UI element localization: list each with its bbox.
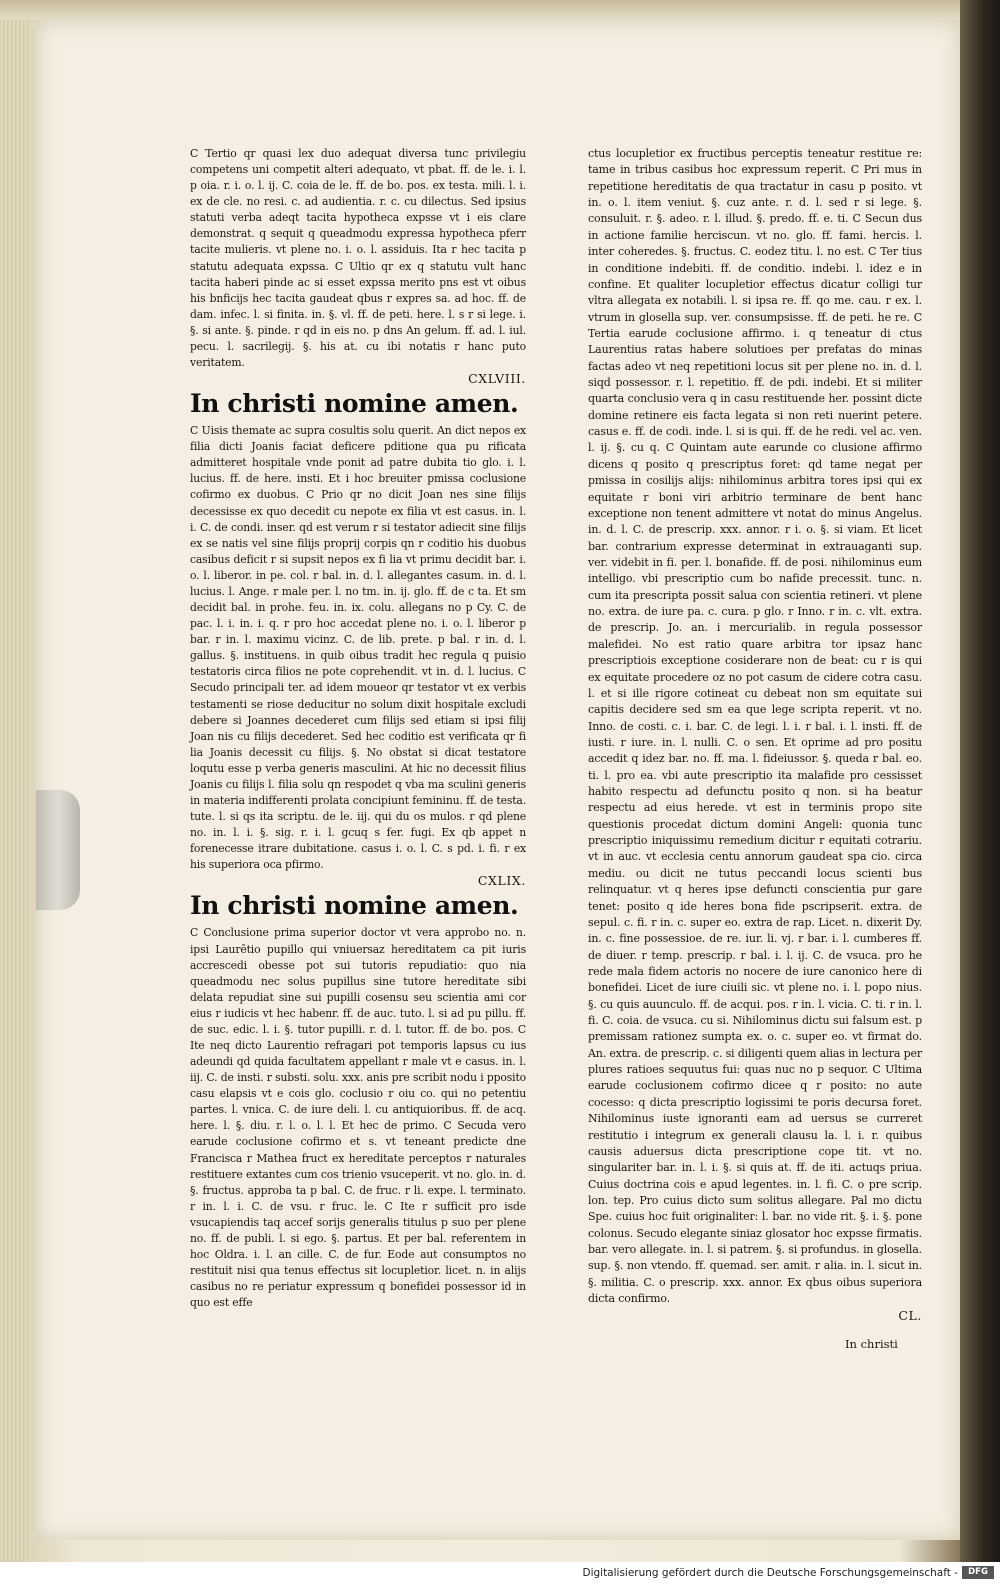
consilium-number-cxlviii: CXLVIII. — [468, 371, 526, 387]
digitization-footer — [0, 1562, 1000, 1584]
book-spine — [960, 0, 1000, 1584]
dfg-logo: DFG — [962, 1566, 994, 1579]
left-paragraph-1: C Tertio qr quasi lex duo adequat diversa tunc privilegiu competens uni competit alteri adequato, vt pbat. ff. de le. i. l. p oia. r. i. o. l. ij. C. coia de le. ff. de bo. pos. ex testa. mili. l. i. ex de cle. no resi. c. ad audientia. r. c. cu dilectus. Sed ipsius statuti verba adeqt tacita hypotheca expsse vt i eis clare demonstrat. q sequit q queadmodu expressa hypotheca pferr tacite mulieris. vt plene no. i. o. l. assiduis. Ita r hec tacita p statutu adequata expssa. C Ultio qr ex q statutu vult hanc tacita haberi pinde ac si esset expssa merito pns est vt oibus his bnficijs hec tacita gaudeat qbus r expres sa. ad hoc. ff. de dam. infec. l. si finita. in. §. vl. ff. de peti. here. l. s r si lege. i. §. si ante. §. pinde. r qd in eis no. p dns An gelum. ff. ad. l. iul. pecu. l. sacrilegij. §. his at. cu ibi notatis r hanc puto veritatem. — [190, 147, 526, 370]
catchword: In christi — [845, 1337, 898, 1351]
consilium-number-cxlix: CXLIX. — [477, 873, 526, 889]
section-heading-2: In christi nomine amen. — [190, 891, 519, 921]
page-clip — [36, 790, 80, 910]
consilium-number-cl: CL. — [898, 1307, 922, 1323]
footer-credit: Digitalisierung gefördert durch die Deutsche Forschungsgemeinschaft - — [582, 1567, 958, 1579]
page-edge-top — [0, 0, 1000, 20]
page-edges-left — [0, 0, 30, 1584]
left-paragraph-3: C Conclusione prima superior doctor vt vera approbo no. n. ipsi Laurētio pupillo qui vniuersaz hereditatem ca pit iuris accrescedi obesse pot sui tutoris repudiatio: quo nia queadmodu nec solus pupillus sine tutore hereditate sibi delata repudiat sine sui pupilli cosensu seu scientia ami cor eius r iudicis vt hec habenr. ff. de auc. tuto. l. si ad pu pillu. ff. de suc. edic. l. i. §. tutor pupilli. r. d. l. tutor. ff. de bo. pos. C Ite neq dicto Laurentio refragari pot temporis lapsus cu ius adeundi qd quida facultatem appellant r male vt e casus. in. l. iij. C. de insti. r substi. solu. xxx. anis pre scribit nodu i pposito casu elapsis vt e cois glo. coclusio r oiu co. qui no petentiu partes. l. vnica. C. de iure deli. l. cu antiquioribus. ff. de acq. here. l. §. diu. r. l. o. l. l. Et hec de primo. C Secuda vero earude coclusione cofirmo et s. vt teneant predicte dne Francisca r Mathea fruct ex hereditate perceptos r naturales restituere extantes cum cos trienio vsuceperit. vt no. glo. in. d. §. fructus. approba ta p bal. C. de fruc. r li. expe. l. terminato. r in. l. i. C. de vsu. r fruc. le. C Ite r sufficit pro isde vsucapiendis taq accef sorijs generalis titulus p suo per plene no. ff. de publi. l. si ego. §. partus. Et per bal. referentem in hoc Oldra. i. l. an cille. C. de fur. Eode aut consumptos no restituit nisi qua tenus effectus sit locupletior. licet. n. in alijs casibus no re periatur expressum q bonefidei possessor id in quo est effe — [190, 926, 526, 1310]
right-paragraph-1: ctus locupletior ex fructibus perceptis teneatur restitue re: tame in tribus casibus hoc expressum reperit. C Pri mus in repetitione hereditatis de qua tractatur in casu p posito. vt in. o. l. item veniut. §. cuz ante. r. d. l. sed r si lege. §. consuluit. r. §. adeo. r. l. illud. §. predo. ff. e. ti. C Secun dus in actione familie herciscun. vt no. glo. ff. fami. hercis. l. inter coheredes. §. fructus. C. eodez titu. l. no est. C Ter tius in conditione indebiti. ff. de conditio. indebi. l. idez e in confine. Et qualiter locupletior effectus dicatur colligi tur vltra allegata ex notabili. l. si ipsa re. ff. qo me. cau. r ex. l. vtrum in glosella sup. ver. consumpsisse. ff. de peti. he re. C Tertia earude coclusione affirmo. i. q teneatur di ctus Laurentius ratas habere solutioes per prefatas do minas factas adeo vt neq repetitioni locus sit per plene no. in. d. l. siqd possessor. r. l. repetitio. ff. de pdi. indebi. Et si militer quarta conclusio vera q in casu restituende her. possint dicte domine retinere eis facta legata si non reti nuerint petere. casus e. ff. de codi. inde. l. si is qui. ff. de he redi. vel ac. ven. l. ij. §. cu q. C Quintam aute earunde co clusione affirmo dicens q posito q prescriptus foret: qd tame negat per pmissa in cosilijs alijs: nihilominus arbitra tores ipsi qui ex equitate r boni viri arbitrio terminare de bent hanc exceptione non tenent admittere vt notat do minus Angelus. in. d. l. C. de prescrip. xxx. annor. r i. o. §. si viam. Et licet bar. contrarium expresse determinat in extrauaganti sup. ver. videbit in fi. per. l. bonafide. ff. de posi. nihilominus eum intelligo. vbi prescriptio cum bo nafide precessit. tunc. n. cum ita prescripta possit salua con scientia retineri. vt plene no. extra. de iure pa. c. cura. p glo. r Inno. r in. c. vlt. extra. de prescrip. Jo. an. i mercurialib. in regula possessor malefidei. No est ratio quare arbitra tor ipsaz hanc prescriptiois exceptione cosiderare non de beat: cu r is qui ex equitate procedere oz no pot casum de cidere cotra casu. l. et si ille rigore cotineat cu debeat non sm equitate sui capitis decidere sed sm ea que lege scripta reperit. vt no. Inno. de costi. c. i. bar. C. de legi. l. i. r bal. i. l. insti. ff. de iusti. r iure. in. l. nulli. C. o sen. Et oprime ad pro positu accedit q idez bar. no. ff. ma. l. fideiussor. §. queda r bal. eo. ti. l. pro ea. vbi aute prescriptio ita malafide pro cessisset habito respectu ad defunctu posito q non. si ha beatur respectu ad eius herede. vt est in terminis propo site questionis procedat dictum domini Angeli: quonia tunc prescriptio iniquissimu remedium dicitur r equitati cotrariu. vt in auc. vt ecclesia centu annorum gaudeat spa cio. circa mediu. ou dicit ne tutus peccandi locus scienti bus relinquatur. vt q heres ipse defuncti conscientia pur gare tenet: posito q ide heres bona fide pscripserit. extra. de sepul. c. fi. r in. c. super eo. extra de rap. Licet. n. dixerit Dy. in. c. fine possessioe. de re. iur. li. vj. r bar. i. l. cumberes ff. de diuer. r temp. prescrip. r bal. i. l. ij. C. de vsuca. pro he rede mala fidem actoris no nocere de iure canonico here di bonefidei. Licet de iure ciuili sic. vt plene no. i. l. popo nius. §. cu quis auunculo. ff. de acqui. pos. r in. l. vicia. C. ti. r in. l. fi. C. coia. de vsuca. cu si. Nihilominus dictu sui falsum est. p premissam rationez sumpta ex. o. c. super eo. vt firmat do. An. extra. de prescrip. c. si diligenti quem alias in lectura per plures ratioes sequutus fui: quas nuc no p sequor. C Ultima earude coclusionem cofirmo dicee q r posito: no aute cocesso: q dicta prescriptio logissimi te poris decursa foret. Nihilominus iuste ignoranti eam ad uersus se curreret restitutio i integrum ex generali clausu la. l. i. r. quibus causis aduersus dicta prescriptione cope tit. vt no. singulariter bar. in. l. i. §. si quis at. ff. de iti. actuqs priua. Cuius doctrina cois e apud legentes. in. l. fi. C. o pre scrip. lon. tep. Pro cuius dicto sum solitus allegare. Pal mo dictu Spe. cuius hoc fuit originaliter: l. bar. no vide rit. §. i. §. pone colonus. Secudo elegante siniaz glosator hoc expsse firmatis. bar. vero allegate. in. l. si patrem. §. si profundus. in glosella. sup. §. non vtendo. ff. quemad. ser. amit. r alia. in. l. sicut in. §. militia. C. o prescrip. xxx. annor. Ex qbus oibus superiora dicta confirmo. — [588, 147, 922, 1306]
left-column — [190, 146, 526, 1311]
left-paragraph-2: C Uisis themate ac supra cosultis solu querit. An dict nepos ex filia dicti Joanis faciat deficere pditione qua pu rificata admitteret hospitale vnde ponit ad patre dubita tio glo. i. l. lucius. ff. de here. insti. Et i hoc breuiter pmissa coclusione cofirmo ex duobus. C Prio qr no dicit Joan nes sine filijs decessisse ex quo decedit cu nepote ex filia vt est casus. in. l. i. C. de condi. inser. qd est verum r si testator adiecit sine filijs ex se natis vel sine filijs proprij corpis qn r coditio his duobus casibus deficit r si supsit nepos ex fi lia vt primu decidit bar. i. o. l. liberor. in pe. col. r bal. in. d. l. allegantes casum. in. d. l. lucius. l. Ange. r male per. l. no tm. in. ij. glo. ff. de c ta. Et sm decidit bal. in prohe. feu. in. ix. colu. allegans no p Cy. C. de pac. l. i. in. i. q. r pro hoc accedat plene no. i. o. l. liberor p bar. r in. l. maximu vicinz. C. de lib. prete. p bal. r in. d. l. gallus. §. instituens. in quib oibus tradit hec regula q puisio testatoris circa filios ne pote coprehendit. vt in. d. l. lucius. C Secudo principali ter. ad idem moueor qr testator vt ex verbis testamenti se riose deducitur no solum dixit hospitale excludi debere si Joannes decederet cum filijs sed etiam si ipsi filij Joan nis cu filijs decederet. Sed hec coditio est verificata qr fi lia Joanis decessit cu filijs. §. No obstat si dicat testatore loqutu esse p verba generis masculini. At hic no decessit filius Joanis cu filijs l. filia solu qn respodet q vba ma sculini generis in materia indifferenti prolata concipiunt femininu. ff. de testa. tute. l. si qs ita scriptu. de le. iij. qui du os mulos. r qd plene no. in. l. i. §. sig. r. i. l. gcuq s fer. fugi. Ex qb appet n forenecesse itrare dubitatione. casus i. o. l. C. s pd. i. fi. r ex his superiora oca pfirmo. — [190, 424, 526, 872]
section-heading-1: In christi nomine amen. — [190, 389, 519, 419]
right-column — [588, 146, 922, 1324]
